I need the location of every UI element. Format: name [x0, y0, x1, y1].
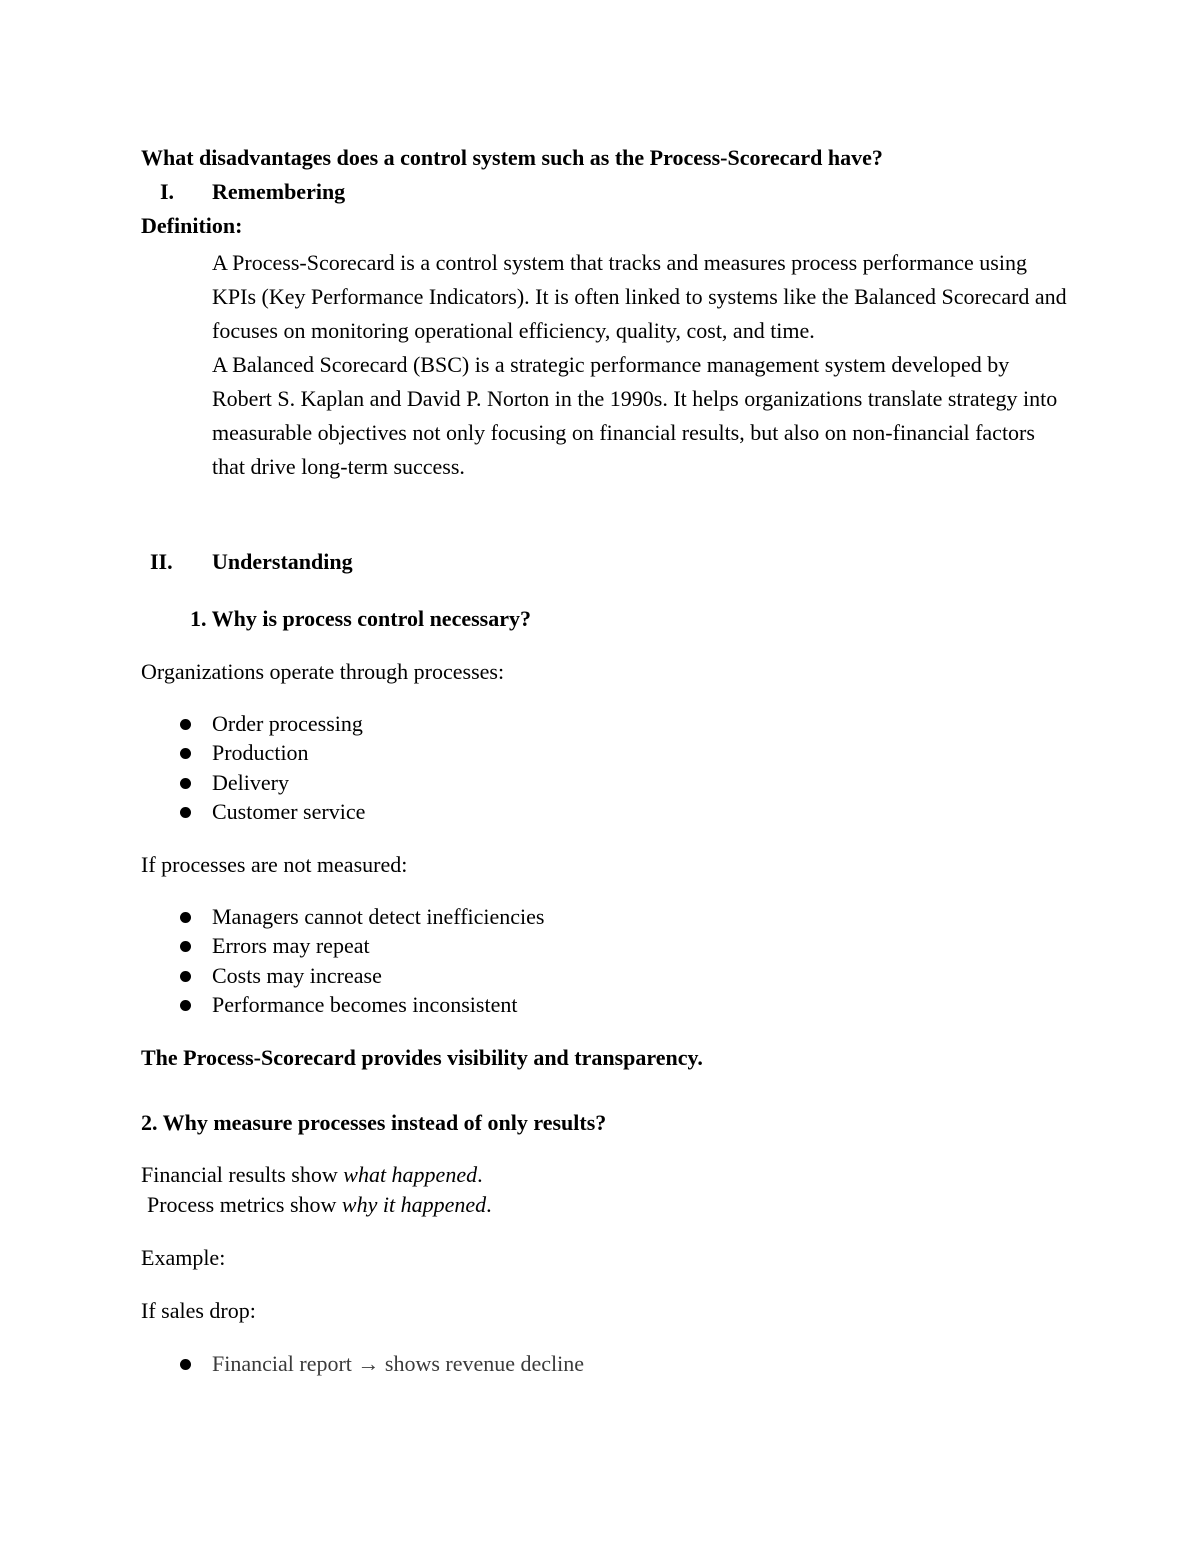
section-heading: Remembering [212, 179, 346, 204]
section-heading: Understanding [212, 549, 353, 574]
example-label: Example: [141, 1245, 226, 1270]
visibility-statement: The Process-Scorecard provides visibility and transparency. [141, 1045, 703, 1070]
list-item: Costs may increase [212, 963, 382, 988]
bullet-icon [180, 778, 191, 789]
list-item: Performance becomes inconsistent [212, 992, 518, 1017]
definition-text [212, 246, 1072, 484]
bullet-icon [180, 971, 191, 982]
line-text: . [486, 1192, 492, 1217]
emphasis-text: why it happened [341, 1192, 487, 1217]
bullet-icon [180, 941, 191, 952]
list-item: Production [212, 740, 309, 765]
question-heading: 2. Why measure processes instead of only results? [141, 1110, 607, 1135]
financial-results-line [141, 1164, 483, 1186]
definition-paragraph: A Process-Scorecard is a control system that tracks and measures process performance using KPIs (Key Performance Indicators). It is often linked to systems like the Balanced Scorecard and focuses on monitoring operational efficiency, quality, cost, and time. [212, 250, 1067, 343]
bullet-icon [180, 912, 191, 923]
list-item: Financial report → shows revenue decline [212, 1351, 585, 1376]
bullet-icon [180, 1359, 191, 1370]
bullet-icon [180, 719, 191, 730]
bullet-icon [180, 807, 191, 818]
line-text: . [477, 1162, 483, 1187]
list-item: Delivery [212, 770, 289, 795]
list-item: Customer service [212, 799, 366, 824]
question-heading: 1. Why is process control necessary? [190, 606, 531, 631]
list-item: Order processing [212, 711, 363, 736]
definition-label: Definition: [141, 213, 243, 238]
bullet-icon [180, 748, 191, 759]
sales-drop-intro: If sales drop: [141, 1298, 256, 1323]
section-numeral: II. [150, 549, 173, 574]
process-metrics-line [147, 1194, 492, 1216]
section-numeral: I. [160, 179, 175, 204]
list-item: Managers cannot detect inefficiencies [212, 904, 545, 929]
bullet-icon [180, 1000, 191, 1011]
processes-intro: Organizations operate through processes: [141, 659, 505, 684]
document-title: What disadvantages does a control system such as the Process-Scorecard have? [141, 145, 883, 170]
emphasis-text: what happened [343, 1162, 478, 1187]
line-text: Process metrics show [147, 1192, 342, 1217]
definition-paragraph: A Balanced Scorecard (BSC) is a strategic performance management system developed by Robert S. Kaplan and David P. Norton in the 1990s. It helps organizations translate strategy into measurable objectives not only focusing on financial results, but also on non-financial factors that drive long-term success. [212, 352, 1058, 479]
list-item: Errors may repeat [212, 933, 370, 958]
not-measured-intro: If processes are not measured: [141, 852, 408, 877]
line-text: Financial results show [141, 1162, 344, 1187]
